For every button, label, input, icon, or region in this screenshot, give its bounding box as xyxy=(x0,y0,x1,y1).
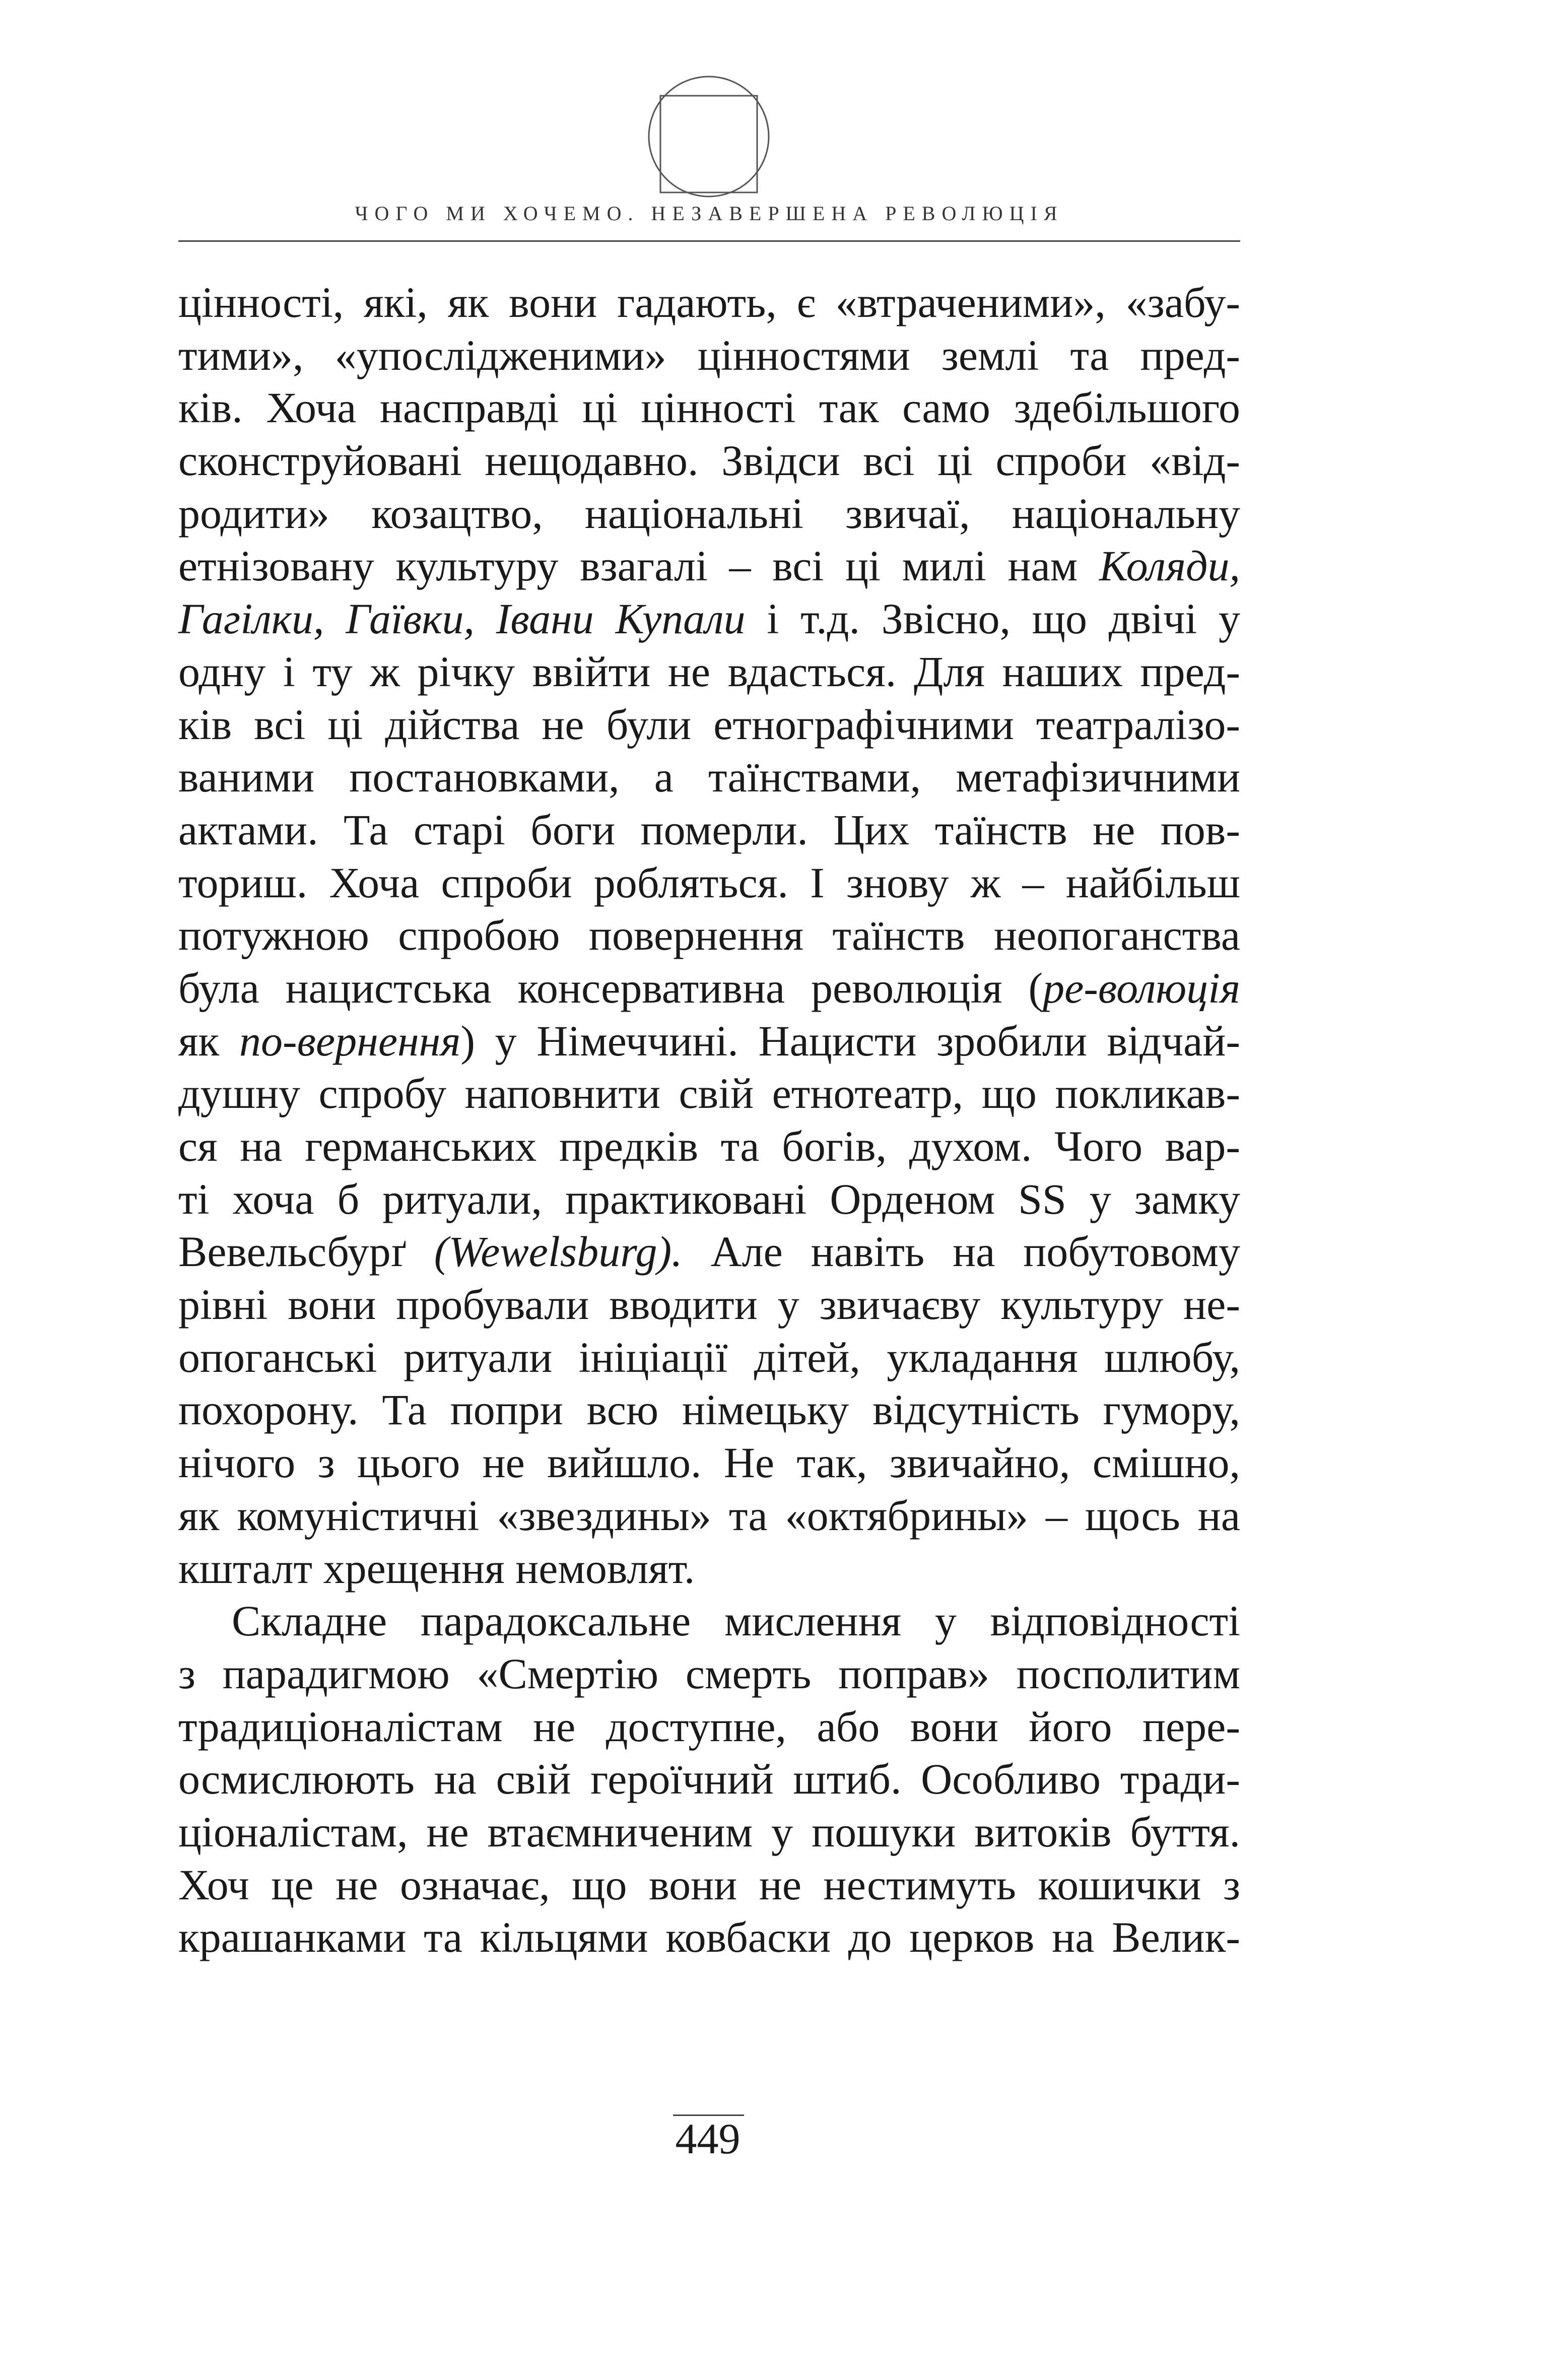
text-line: ків. Хоча насправді ці цінності так само здебільшого xyxy=(178,383,1240,432)
circle-square-emblem-icon xyxy=(647,75,771,199)
text-run: ) у Німеччині. Нацисти зробили відчай- xyxy=(460,1016,1240,1065)
text-run: і т.д. Звісно, що двічі у xyxy=(745,594,1240,643)
text-run: Але навіть на побутовому xyxy=(682,1227,1240,1276)
text-line: як комуністичні «звездины» та «октябрины» – щось на xyxy=(178,1491,1240,1540)
text-line: ваними постановками, а таїнствами, метафізичними xyxy=(178,753,1240,802)
text-line: крашанками та кільцями ковбаски до церков на Велик- xyxy=(178,1913,1240,1962)
page-number: 449 xyxy=(675,2114,741,2163)
text-line: ціоналістам, не втаємниченим у пошуки витоків буття. xyxy=(178,1807,1240,1856)
text-line xyxy=(178,1225,1240,1278)
text-line: Хоч це не означає, що вони не нестимуть кошички з xyxy=(178,1860,1240,1909)
text-run: була нацистська консервативна революція ( xyxy=(178,963,1043,1012)
text-line: нічого з цього не вийшло. Не так, звичайно, смішно, xyxy=(178,1438,1240,1487)
text-line: душну спробу наповнити свій етнотеатр, що покликав- xyxy=(178,1069,1240,1118)
text-line: ся на германських предків та богів, духом. Чого вар- xyxy=(178,1122,1240,1170)
text-line: опоганські ритуали ініціації дітей, укладання шлюбу, xyxy=(178,1333,1240,1381)
text-run: Вевельсбурґ xyxy=(178,1227,434,1276)
italic-run: по-вернення xyxy=(239,1016,461,1065)
text-run: етнізовану культуру взагалі – всі ці милі нам xyxy=(178,542,1099,590)
header-rule xyxy=(178,240,1240,242)
text-line: Складне парадоксальне мислення у відповідності xyxy=(232,1597,1240,1645)
text-run: як xyxy=(178,1016,240,1065)
text-line: тими», «упослідженими» цінностями землі та пред- xyxy=(178,330,1240,379)
text-line: одну і ту ж річку ввійти не вдасться. Для наших пред- xyxy=(178,647,1240,696)
text-line: похорону. Та попри всю німецьку відсутність гумору, xyxy=(178,1385,1240,1434)
body-text xyxy=(178,276,1240,1964)
text-line: ків всі ці дійства не були етнографічними театралізо- xyxy=(178,700,1240,749)
italic-run: Гагілки, Гаївки, Івани Купали xyxy=(178,594,746,643)
italic-run: ре-волюція xyxy=(1043,963,1240,1012)
text-line: сконструйовані нещодавно. Звідси всі ці спроби «від- xyxy=(178,436,1240,485)
text-line: актами. Та старі боги померли. Цих таїнств не пов- xyxy=(178,805,1240,854)
text-line xyxy=(178,1015,1240,1068)
text-line xyxy=(178,540,1240,592)
text-line: кшталт хрещення немовлят. xyxy=(178,1544,695,1593)
text-line: ті хоча б ритуали, практиковані Орденом SS у замку xyxy=(178,1174,1240,1223)
running-head-title: ЧОГО МИ ХОЧЕМО. НЕЗАВЕРШЕНА РЕВОЛЮЦІЯ xyxy=(355,202,1064,225)
text-line: рівні вони пробували вводити у звичаєву культуру не- xyxy=(178,1280,1240,1329)
italic-run: (Wewelsburg). xyxy=(434,1227,683,1276)
text-line xyxy=(178,962,1240,1015)
text-line: потужною спробою повернення таїнств неопоганства xyxy=(178,911,1240,960)
text-line: родити» козацтво, національні звичаї, національну xyxy=(178,489,1240,538)
text-line: осмислюють на свій героїчний штиб. Особливо тради- xyxy=(178,1755,1240,1804)
text-line: ториш. Хоча спроби робляться. І знову ж – найбільш xyxy=(178,858,1240,907)
text-line: з парадигмою «Смертію смерть поправ» посполитим xyxy=(178,1649,1240,1698)
text-line xyxy=(178,592,1240,645)
text-line: цінності, які, як вони гадають, є «втраченими», «забу- xyxy=(178,278,1240,326)
italic-run: Коляди, xyxy=(1099,542,1240,590)
text-line: традиціоналістам не доступне, або вони його пере- xyxy=(178,1702,1240,1751)
